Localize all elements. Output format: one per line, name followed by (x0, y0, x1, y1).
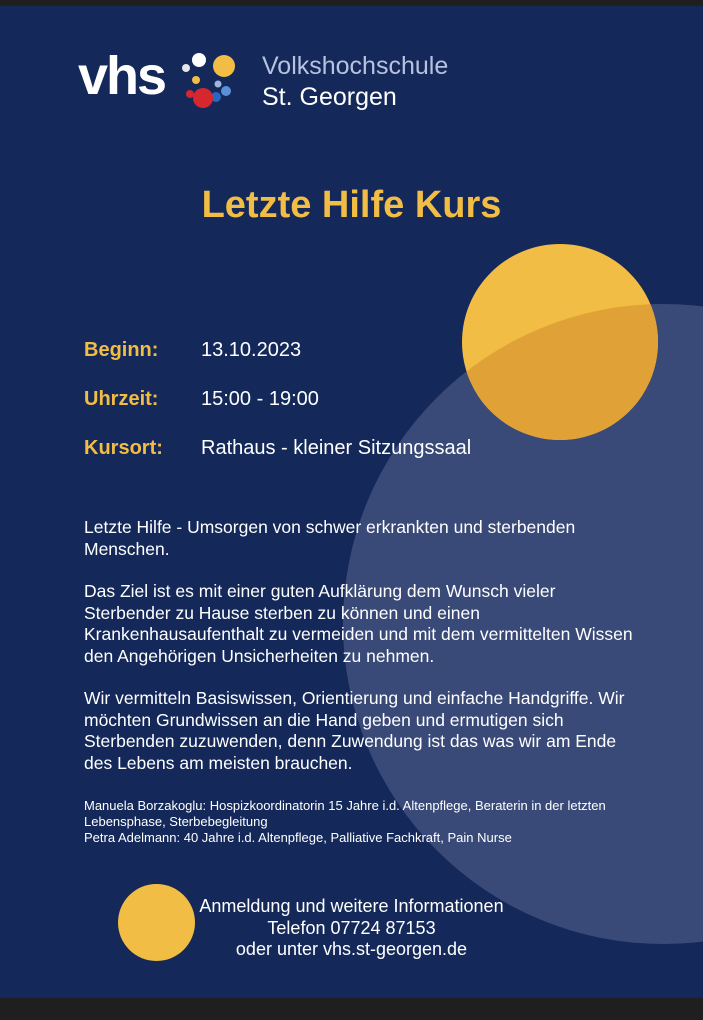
course-title: Letzte Hilfe Kurs (201, 184, 502, 226)
detail-value: 13.10.2023 (201, 339, 302, 361)
flyer-page (0, 6, 703, 998)
detail-label: Uhrzeit: (84, 388, 159, 410)
organization-name (262, 51, 448, 113)
contact-line: Anmeldung und weitere Informationen (199, 896, 504, 916)
description-paragraph: Letzte Hilfe - Umsorgen von schwer erkrankten und sterbenden Menschen. (84, 517, 576, 559)
instructor-credit: Manuela Borzakoglu: Hospizkoordinatorin 15 Jahre i.d. Altenpflege, Beraterin in der letzten Lebensphase, Sterbebegleitung (84, 798, 606, 829)
organization-line-2: St. Georgen (262, 83, 397, 111)
logo-dots-icon (176, 46, 246, 116)
organization-line-1: Volkshochschule (262, 52, 449, 80)
logo-text: vhs (78, 46, 166, 106)
contact-phone: Telefon 07724 87153 (267, 917, 436, 938)
description-paragraph: Wir vermitteln Basiswissen, Orientierung und einfache Handgriffe. Wir möchten Grundwissen an die Hand geben und ermutigen sich Sterbenden zuzuwenden, denn Zuwendung ist das was wir am Ende des Lebens am meisten brauchen. (84, 688, 625, 773)
circle-overlap (462, 304, 658, 440)
instructor-credit: Petra Adelmann: 40 Jahre i.d. Altenpflege, Palliative Fachkraft, Pain Nurse (84, 830, 512, 845)
description-paragraph: Das Ziel ist es mit einer guten Aufklärung dem Wunsch vieler Sterbender zu Hause sterben zu können und einen Krankenhausaufenthalt zu vermeiden und mit dem vermittelten Wissen den Angehörigen Unsicherheiten zu nehmen. (84, 581, 633, 666)
contact-website: oder unter vhs.st-georgen.de (235, 939, 468, 959)
detail-label: Kursort: (84, 437, 163, 459)
detail-value: 15:00 - 19:00 (201, 388, 319, 410)
contact-info (0, 896, 703, 961)
course-description (84, 517, 644, 795)
instructor-credits (84, 798, 644, 846)
decorative-yellow-circle (462, 244, 658, 440)
detail-value: Rathaus - kleiner Sitzungssaal (201, 437, 472, 459)
detail-label: Beginn: (84, 339, 159, 361)
